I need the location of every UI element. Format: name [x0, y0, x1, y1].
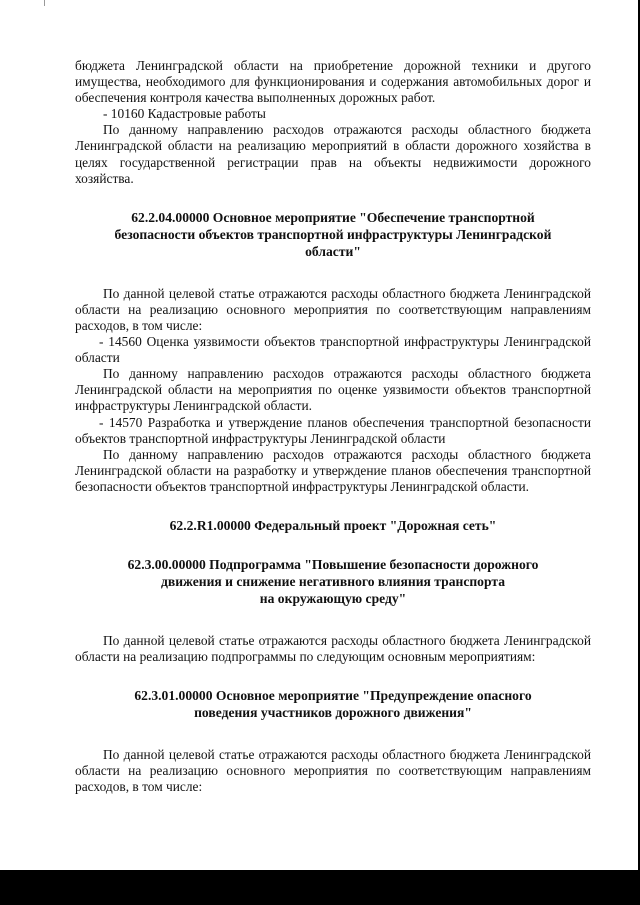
- paragraph: По данной целевой статье отражаются расходы областного бюджета Ленинградской области на реализацию подпрограммы по следующим основным мероприятиям:: [75, 632, 591, 665]
- heading-line: на окружающую среду": [259, 590, 407, 606]
- heading-line: движения и снижение негативного влияния транспорта: [160, 573, 506, 589]
- paragraph-item-code: - 14570 Разработка и утверждение планов обеспечения транспортной безопасности объектов транспортной инфраструктуры Ленинградской области: [75, 414, 591, 446]
- section-heading: [75, 556, 591, 607]
- paragraph-item-code: - 10160 Кадастровые работы: [103, 106, 266, 122]
- heading-line: 62.2.R1.00000 Федеральный проект "Дорожная сеть": [169, 517, 497, 533]
- paragraph: бюджета Ленинградской области на приобретение дорожной техники и другого имущества, необходимого для функционирования и содержания автомобильных дорог и обеспечения контроля качества выполненных дорожных работ.: [75, 58, 591, 106]
- paragraph: По данному направлению расходов отражаются расходы областного бюджета Ленинградской области на разработку и утверждение планов обеспечения транспортной безопасности объектов транспортной инфраструктуры Ленинградской области.: [75, 446, 591, 494]
- heading-line: 62.3.01.00000 Основное мероприятие "Предупреждение опасного: [134, 688, 532, 704]
- heading-line: безопасности объектов транспортной инфраструктуры Ленинградской: [114, 226, 552, 242]
- paragraph: По данной целевой статье отражаются расходы областного бюджета Ленинградской области на реализацию основного мероприятия по соответствующим направлениям расходов, в том числе:: [75, 747, 591, 795]
- section-heading: [75, 517, 591, 534]
- section-heading: [75, 687, 591, 721]
- heading-line: поведения участников дорожного движения": [194, 705, 472, 721]
- paragraph: По данной целевой статье отражаются расходы областного бюджета Ленинградской области на реализацию основного мероприятия по соответствующим направлениям расходов, в том числе:: [75, 285, 591, 333]
- paragraph: По данному направлению расходов отражаются расходы областного бюджета Ленинградской области на мероприятия по оценке уязвимости объектов транспортной инфраструктуры Ленинградской области.: [75, 366, 591, 414]
- section-heading: [75, 209, 591, 260]
- heading-line: 62.2.04.00000 Основное мероприятие "Обеспечение транспортной: [131, 209, 535, 225]
- paragraph-item-code: - 14560 Оценка уязвимости объектов транспортной инфраструктуры Ленинградской области: [75, 334, 591, 366]
- paragraph: По данному направлению расходов отражаются расходы областного бюджета Ленинградской области на реализацию мероприятий в области дорожного хозяйства в целях государственной регистрации прав на объекты недвижимости дорожного хозяйства.: [75, 122, 591, 186]
- document-body: [75, 58, 591, 795]
- scan-mark: [44, 0, 45, 6]
- heading-line: области": [305, 243, 361, 259]
- scan-border-bottom: [0, 870, 640, 905]
- heading-line: 62.3.00.00000 Подпрограмма "Повышение безопасности дорожного: [127, 556, 539, 572]
